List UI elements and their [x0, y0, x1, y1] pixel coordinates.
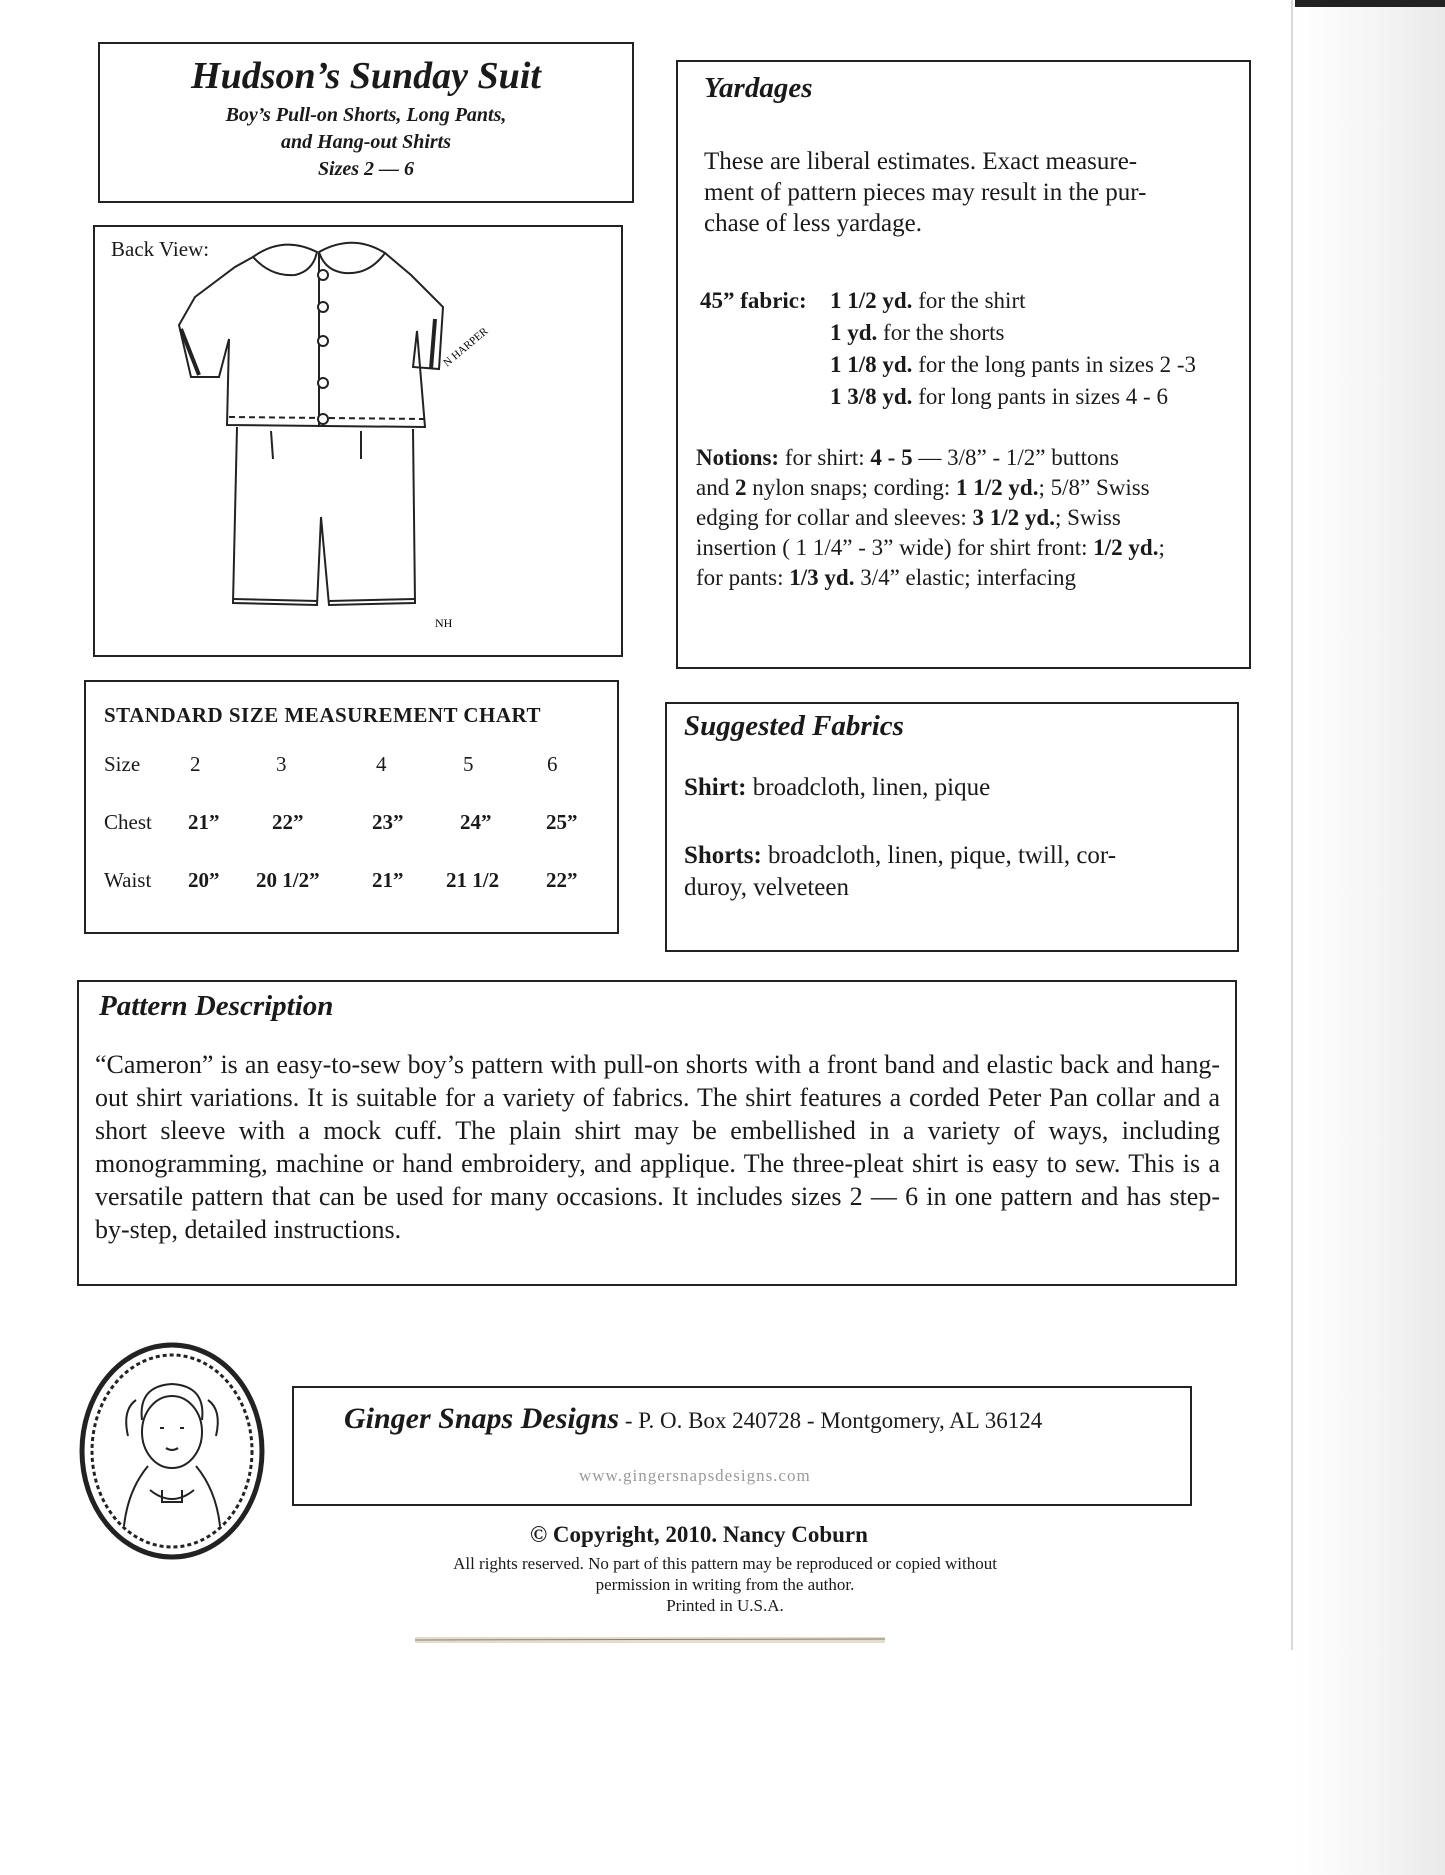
collar-left [253, 245, 317, 276]
company-brand: Ginger Snaps Designs [344, 1402, 620, 1435]
pattern-sizes: Sizes 2 — 6 [317, 158, 415, 180]
button-3 [318, 336, 328, 346]
yardages-title: Yardages [704, 72, 813, 104]
fabrics-shirt: Shirt: broadcloth, linen, pique [684, 774, 991, 801]
chest-cell: 22” [272, 810, 304, 834]
shorts-dart-left [271, 431, 273, 459]
company-line [344, 1402, 1042, 1436]
company-address: - P. O. Box 240728 - Montgomery, AL 36124 [619, 1408, 1043, 1433]
rights-notice: All rights reserved. No part of this pattern may be reproduced or copied without permission in writing from the author. Printed in U.S.A. [453, 1554, 997, 1615]
notions-line-1: Notions: for shirt: 4 - 5 — 3/8” - 1/2” buttons [696, 445, 1119, 470]
shirt-outline [179, 253, 443, 427]
size-chart-box [84, 680, 619, 934]
waist-cell: 20 1/2” [256, 868, 320, 892]
waist-cell: 22” [546, 868, 578, 892]
waist-cell: 21 1/2 [446, 868, 500, 892]
scan-edge-bar [1295, 0, 1445, 7]
page-edge-shadow [1295, 0, 1445, 1875]
tape-strip [415, 1635, 885, 1647]
fabrics-shorts-2: duroy, velveteen [684, 874, 849, 901]
notions-line-5: for pants: 1/3 yd. 3/4” elastic; interfacing [696, 565, 1077, 590]
yardages-intro-2: ment of pattern pieces may result in the pur- [704, 179, 1147, 206]
pattern-description-box [77, 980, 1237, 1286]
suit-back-illustration [95, 227, 621, 655]
collar-right [319, 243, 385, 273]
girl-portrait-icon [124, 1384, 220, 1526]
description-title: Pattern Description [99, 990, 334, 1022]
fabrics-title: Suggested Fabrics [684, 710, 904, 742]
yardages-intro-3: chase of less yardage. [704, 210, 922, 237]
artist-initials: NH [435, 616, 453, 630]
yardages-box [676, 60, 1251, 669]
pattern-title: Hudson’s Sunday Suit [191, 55, 541, 97]
artist-signature: N HARPER [441, 325, 491, 370]
waist-cell: 21” [372, 868, 404, 892]
title-box [98, 42, 634, 203]
page-edge-line [1291, 0, 1293, 1650]
button-1 [318, 270, 328, 280]
button-5 [318, 414, 328, 424]
fabric-label: 45” fabric: [700, 288, 807, 313]
size-cell: 3 [276, 752, 287, 776]
size-cell: 4 [376, 752, 387, 776]
chest-cell: 23” [372, 810, 404, 834]
size-row-label: Size [104, 752, 141, 776]
left-cuff [181, 329, 199, 375]
yardage-row-pants-large: 1 3/8 yd. for long pants in sizes 4 - 6 [830, 384, 1168, 409]
shorts-hem-left [233, 599, 317, 601]
yardage-row-pants-small: 1 1/8 yd. for the long pants in sizes 2 -3 [830, 352, 1197, 377]
notions-line-3: edging for collar and sleeves: 3 1/2 yd.; Swiss [696, 505, 1121, 530]
shorts-outline [233, 427, 415, 605]
ginger-snaps-logo [78, 1340, 266, 1562]
size-chart-title: STANDARD SIZE MEASUREMENT CHART [104, 703, 541, 727]
copyright-line: © Copyright, 2010. Nancy Coburn [530, 1522, 868, 1547]
chest-row-label: Chest [104, 810, 152, 834]
yardage-row-shorts: 1 yd. for the shorts [830, 320, 1005, 345]
notions-line-4: insertion ( 1 1/4” - 3” wide) for shirt front: 1/2 yd.; [696, 535, 1165, 560]
right-cuff [431, 319, 435, 369]
chest-cell: 24” [460, 810, 492, 834]
description-text: “Cameron” is an easy-to-sew boy’s pattern with pull-on shorts with a front band and elastic back and hang-out shirt variations. It is suitable for a variety of fabrics. The shirt features a corded Peter Pan collar and a short sleeve with a mock cuff. The plain shirt may be embellished in a variety of ways, including monogramming, machine or hand embroidery, and applique. The three-pleat shirt is easy to sew. This is a versatile pattern that can be used for many occasions. It includes sizes 2 — 6 in one pattern and has step-by-step, detailed instructions. [95, 1050, 1220, 1244]
button-2 [318, 302, 328, 312]
size-cell: 5 [463, 752, 474, 776]
back-view-label: Back View: [111, 237, 210, 261]
waist-row-label: Waist [104, 868, 152, 892]
size-cell: 6 [547, 752, 558, 776]
back-view-box [93, 225, 623, 657]
waist-cell: 20” [188, 868, 220, 892]
notions-line-2: and 2 nylon snaps; cording: 1 1/2 yd.; 5/8” Swiss [696, 475, 1150, 500]
yardages-intro-1: These are liberal estimates. Exact measure- [704, 148, 1138, 175]
shorts-hem-right [329, 599, 415, 601]
company-box [292, 1386, 1192, 1506]
chest-cell: 25” [546, 810, 578, 834]
button-4 [318, 378, 328, 388]
company-url: www.gingersnapsdesigns.com [579, 1466, 811, 1485]
size-cell: 2 [190, 752, 201, 776]
pattern-subtitle-2: and Hang-out Shirts [280, 131, 452, 153]
chest-cell: 21” [188, 810, 220, 834]
pattern-subtitle-1: Boy’s Pull-on Shorts, Long Pants, [225, 104, 507, 126]
yardage-row-shirt: 1 1/2 yd. for the shirt [830, 288, 1026, 313]
suggested-fabrics-box [665, 702, 1239, 952]
fabrics-shorts-1: Shorts: broadcloth, linen, pique, twill, cor- [684, 842, 1117, 869]
